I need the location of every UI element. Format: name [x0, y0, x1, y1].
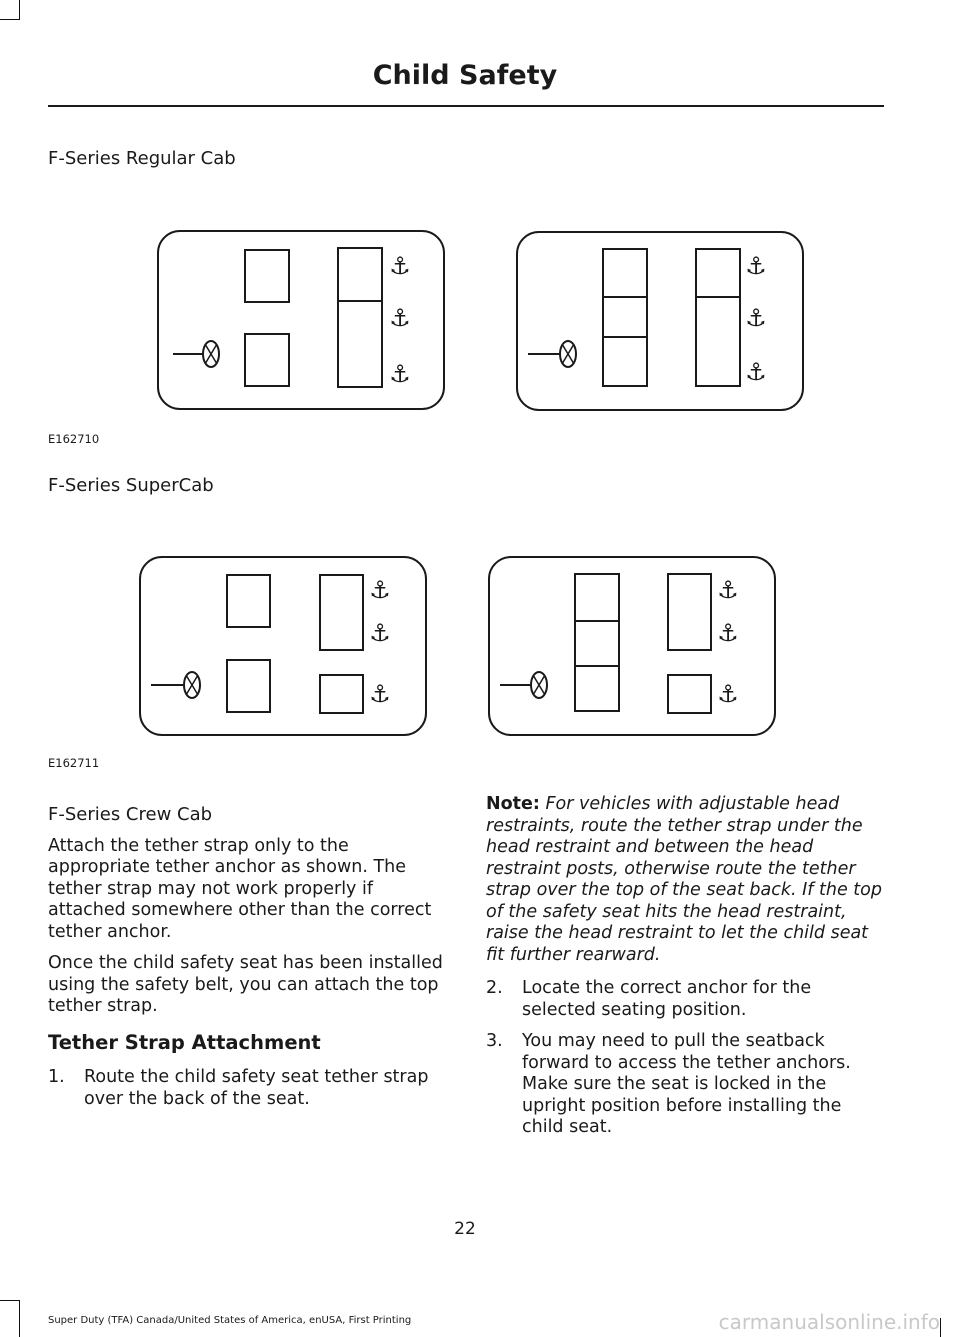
anchor-icon: ⚓	[717, 576, 739, 604]
steering-wheel-icon	[560, 341, 576, 367]
anchor-icon: ⚓	[745, 252, 767, 280]
crop-mark-br-v	[940, 1318, 941, 1337]
step-text: Route the child safety seat tether strap over the back of the seat.	[84, 1067, 429, 1109]
diagram-supercab-a	[137, 554, 429, 738]
page-title: Child Safety	[372, 60, 558, 91]
anchor-icon: ⚓	[369, 619, 391, 647]
anchor-icon: ⚓	[745, 358, 767, 386]
paragraph-tether-anchor: Attach the tether strap only to the appropriate tether anchor as shown. The tether strap may not work properly if attached somewhere other than the correct tether anchor.	[48, 835, 432, 942]
figure-id-regular-cab: E162710	[48, 432, 100, 446]
figure-id-supercab: E162711	[48, 756, 100, 770]
step-number: 2.	[486, 978, 503, 998]
steering-wheel-icon	[531, 672, 547, 698]
paragraph-top-tether: Once the child safety seat has been installed using the safety belt, you can attach the top tether strap.	[48, 953, 443, 1016]
caption-supercab: F-Series SuperCab	[48, 475, 214, 496]
caption-regular-cab: F-Series Regular Cab	[48, 148, 236, 169]
step-text: You may need to pull the seatback forward to access the tether anchors. Make sure the seat is locked in the upright position before installing the child seat.	[522, 1031, 851, 1137]
step-number: 3.	[486, 1031, 503, 1051]
list-item-step-3	[486, 1031, 882, 1139]
crop-mark-tl-h	[0, 19, 20, 20]
caption-crew-cab: F-Series Crew Cab	[48, 804, 213, 825]
note-text: For vehicles with adjustable head restraints, route the tether strap under the head restraint and between the head restraint posts, otherwise route the tether strap over the top of the seat back. If the top of the safety seat hits the head restraint, raise the head restraint to let the child seat fit further rearward.	[486, 794, 882, 965]
step-text: Locate the correct anchor for the selected seating position.	[522, 978, 812, 1020]
anchor-icon: ⚓	[717, 680, 739, 708]
step-number: 1.	[48, 1067, 65, 1087]
list-item-step-1	[48, 1067, 448, 1110]
anchor-icon: ⚓	[369, 576, 391, 604]
anchor-icon: ⚓	[389, 304, 411, 332]
anchor-icon: ⚓	[369, 680, 391, 708]
anchor-icon: ⚓	[745, 304, 767, 332]
crop-mark-bl-h	[0, 1300, 20, 1301]
page-number: 22	[454, 1219, 476, 1239]
diagram-regular-cab-a	[155, 228, 447, 412]
list-item-step-2	[486, 978, 882, 1021]
watermark: carmanualsonline.info	[718, 1310, 940, 1334]
subheading-tether-strap: Tether Strap Attachment	[48, 1030, 321, 1054]
steering-wheel-icon	[184, 672, 200, 698]
left-column	[48, 804, 448, 1110]
anchor-icon: ⚓	[389, 252, 411, 280]
steering-wheel-icon	[203, 341, 219, 367]
anchor-icon: ⚓	[389, 360, 411, 388]
crop-mark-tl-v	[19, 0, 20, 20]
right-column	[486, 794, 882, 1139]
crop-mark-bl-v	[19, 1300, 20, 1337]
edition-footer: Super Duty (TFA) Canada/United States of America, enUSA, First Printing	[48, 1315, 412, 1326]
diagram-regular-cab-b	[514, 229, 806, 413]
anchor-icon: ⚓	[717, 619, 739, 647]
note-head-restraint	[486, 794, 882, 966]
header-divider	[48, 105, 884, 107]
diagram-supercab-b	[486, 554, 778, 738]
note-label: Note:	[486, 794, 540, 814]
